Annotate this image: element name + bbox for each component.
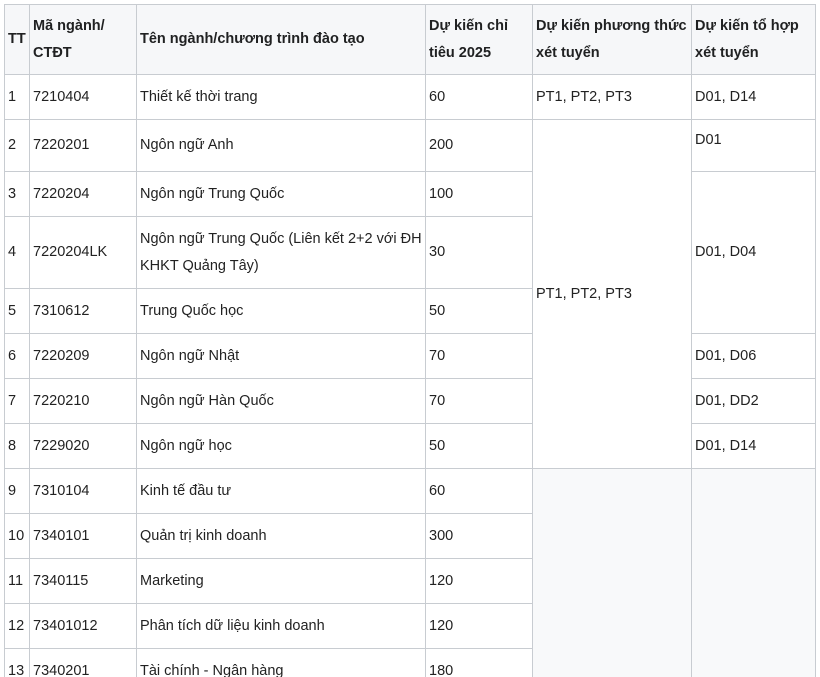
- cell-code: 73401012: [30, 604, 137, 649]
- cell-combo: D01: [692, 120, 816, 172]
- cell-name: Tài chính - Ngân hàng: [137, 649, 426, 677]
- cell-tt: 3: [5, 172, 30, 217]
- cell-name: Quản trị kinh doanh: [137, 514, 426, 559]
- cell-method: PT1, PT2, PT3: [533, 75, 692, 120]
- cell-combo: D01, DD2: [692, 379, 816, 424]
- cell-quota: 70: [426, 379, 533, 424]
- cell-code: 7340101: [30, 514, 137, 559]
- cell-tt: 9: [5, 469, 30, 514]
- cell-name: Ngôn ngữ Anh: [137, 120, 426, 172]
- header-row: [5, 5, 816, 75]
- table-row: [5, 469, 816, 514]
- header-tt: TT: [5, 5, 30, 75]
- cell-tt: 5: [5, 289, 30, 334]
- cell-name: Ngôn ngữ Hàn Quốc: [137, 379, 426, 424]
- cell-quota: 120: [426, 559, 533, 604]
- cell-name: Trung Quốc học: [137, 289, 426, 334]
- table-row: [5, 379, 816, 424]
- cell-quota: 300: [426, 514, 533, 559]
- table-row: [5, 172, 816, 217]
- table-row: [5, 120, 816, 172]
- header-combo: Dự kiến tổ hợp xét tuyển: [692, 5, 816, 75]
- cell-tt: 1: [5, 75, 30, 120]
- cell-combo-merged: D01, D04: [692, 172, 816, 334]
- cell-code: 7220201: [30, 120, 137, 172]
- cell-name: Thiết kế thời trang: [137, 75, 426, 120]
- cell-code: 7220204: [30, 172, 137, 217]
- cell-tt: 2: [5, 120, 30, 172]
- cell-quota: 50: [426, 289, 533, 334]
- cell-tt: 11: [5, 559, 30, 604]
- cell-tt: 10: [5, 514, 30, 559]
- cell-combo: D01, D06: [692, 334, 816, 379]
- cell-tt: 4: [5, 217, 30, 289]
- cell-quota: 50: [426, 424, 533, 469]
- cell-quota: 70: [426, 334, 533, 379]
- cell-quota: 180: [426, 649, 533, 677]
- header-name: Tên ngành/chương trình đào tạo: [137, 5, 426, 75]
- header-quota: Dự kiến chỉ tiêu 2025: [426, 5, 533, 75]
- header-code: Mã ngành/ CTĐT: [30, 5, 137, 75]
- cell-quota: 200: [426, 120, 533, 172]
- cell-quota: 100: [426, 172, 533, 217]
- cell-tt: 13: [5, 649, 30, 677]
- cell-combo-empty: [692, 469, 816, 677]
- cell-tt: 6: [5, 334, 30, 379]
- cell-code: 7220204LK: [30, 217, 137, 289]
- cell-code: 7220209: [30, 334, 137, 379]
- cell-quota: 30: [426, 217, 533, 289]
- cell-name: Phân tích dữ liệu kinh doanh: [137, 604, 426, 649]
- cell-method-empty: [533, 469, 692, 677]
- cell-code: 7340115: [30, 559, 137, 604]
- cell-tt: 8: [5, 424, 30, 469]
- cell-code: 7220210: [30, 379, 137, 424]
- cell-name: Ngôn ngữ Trung Quốc: [137, 172, 426, 217]
- cell-code: 7340201: [30, 649, 137, 677]
- table-row: [5, 334, 816, 379]
- cell-quota: 60: [426, 75, 533, 120]
- cell-name: Ngôn ngữ học: [137, 424, 426, 469]
- cell-name: Kinh tế đầu tư: [137, 469, 426, 514]
- cell-code: 7210404: [30, 75, 137, 120]
- cell-combo: D01, D14: [692, 424, 816, 469]
- cell-tt: 7: [5, 379, 30, 424]
- cell-name: Marketing: [137, 559, 426, 604]
- admission-table: [4, 4, 816, 677]
- cell-tt: 12: [5, 604, 30, 649]
- cell-quota: 120: [426, 604, 533, 649]
- cell-combo: D01, D14: [692, 75, 816, 120]
- header-method: Dự kiến phương thức xét tuyển: [533, 5, 692, 75]
- cell-method-merged: PT1, PT2, PT3: [533, 120, 692, 469]
- cell-name: Ngôn ngữ Nhật: [137, 334, 426, 379]
- cell-quota: 60: [426, 469, 533, 514]
- cell-code: 7310104: [30, 469, 137, 514]
- table-row: [5, 75, 816, 120]
- cell-code: 7310612: [30, 289, 137, 334]
- cell-name: Ngôn ngữ Trung Quốc (Liên kết 2+2 với ĐH KHKT Quảng Tây): [137, 217, 426, 289]
- table-row: [5, 424, 816, 469]
- cell-code: 7229020: [30, 424, 137, 469]
